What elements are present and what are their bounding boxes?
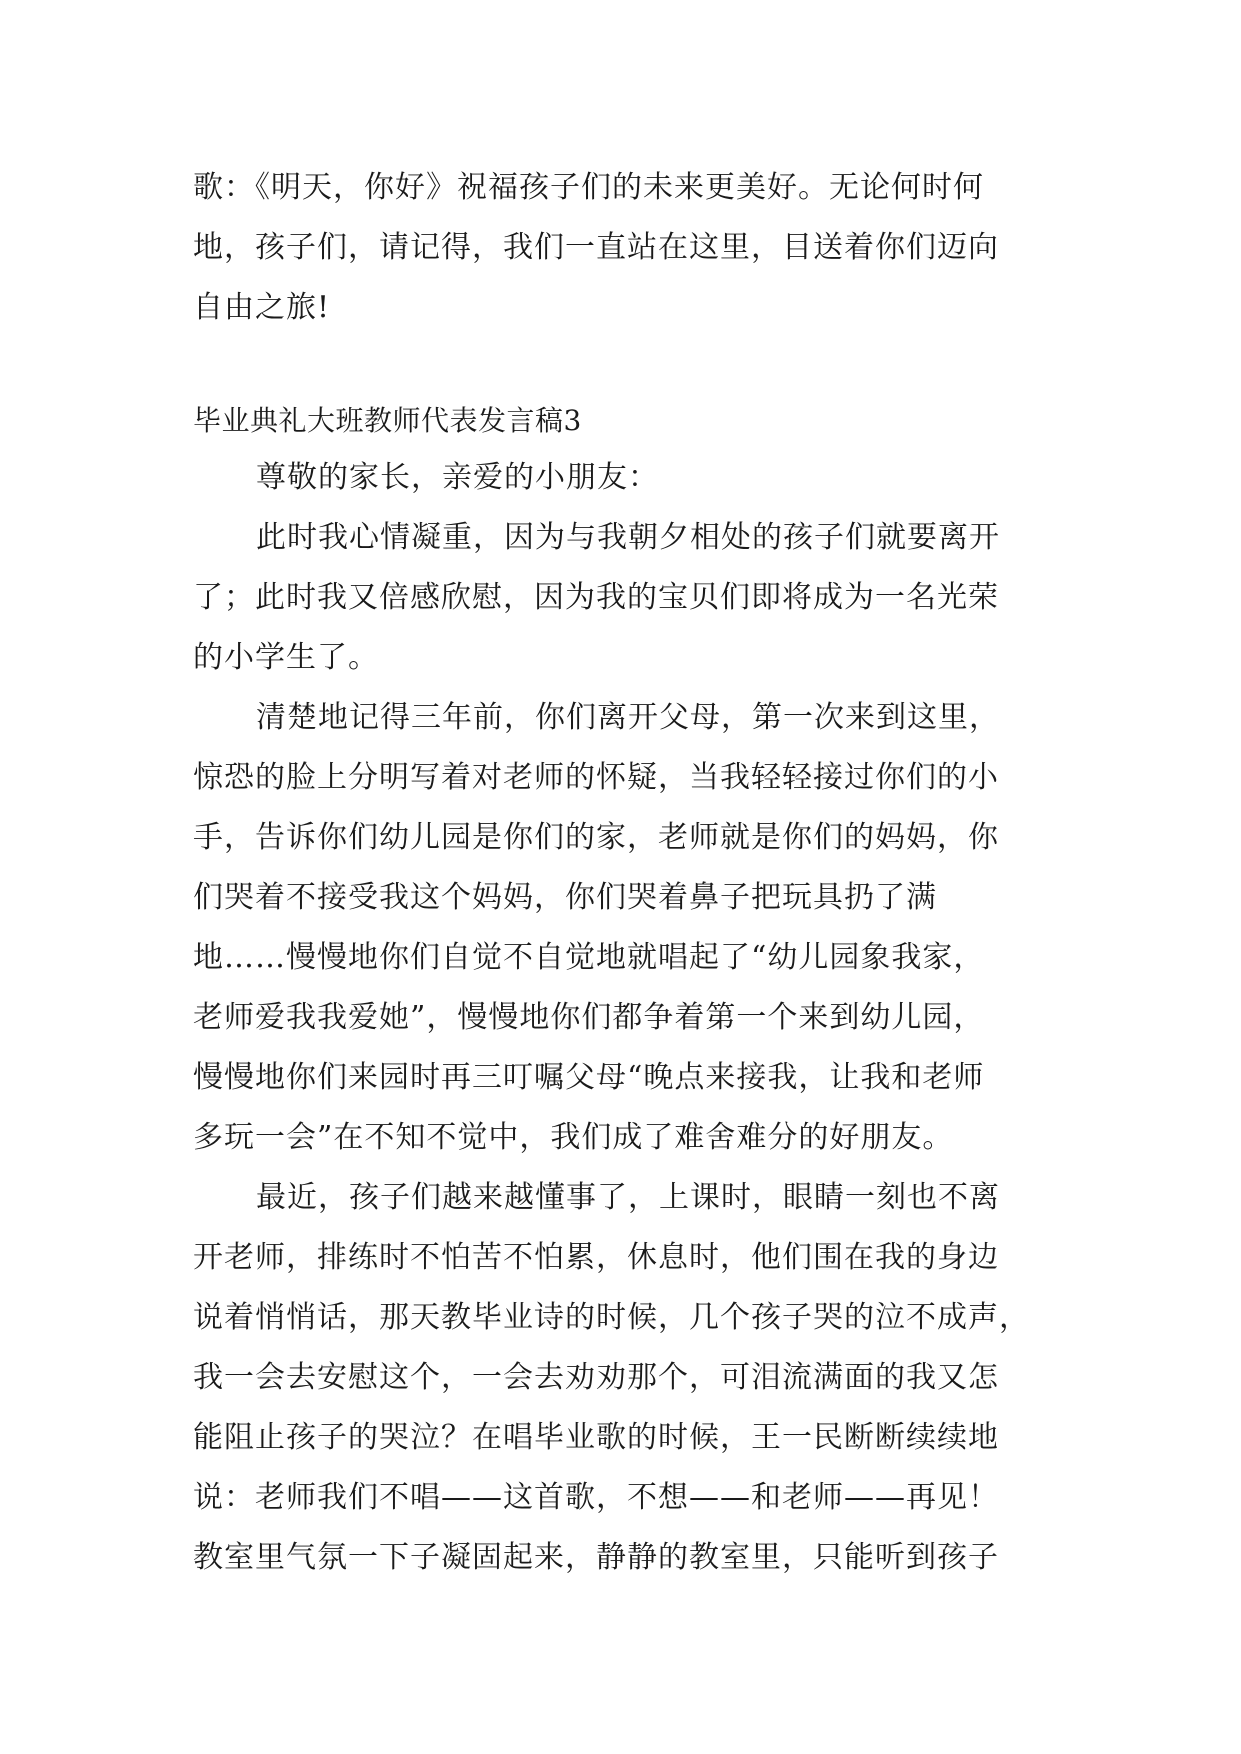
text-line: 了；此时我又倍感欣慰，因为我的宝贝们即将成为一名光荣 xyxy=(193,580,999,615)
text-line: 多玩一会”在不知不觉中，我们成了难舍难分的好朋友。 xyxy=(193,1120,954,1155)
text-line: 最近，孩子们越来越懂事了，上课时，眼睛一刻也不离 xyxy=(256,1180,1000,1215)
text-line: 老师爱我我爱她”，慢慢地你们都争着第一个来到幼儿园， xyxy=(193,1000,985,1035)
salutation: 尊敬的家长，亲爱的小朋友： xyxy=(256,460,659,495)
text-line: 说着悄悄话，那天教毕业诗的时候，几个孩子哭的泣不成声， xyxy=(193,1300,1030,1335)
text-line: 惊恐的脸上分明写着对老师的怀疑，当我轻轻接过你们的小 xyxy=(193,760,999,795)
text-line: 们哭着不接受我这个妈妈，你们哭着鼻子把玩具扔了满 xyxy=(193,880,937,915)
text-line: 我一会去安慰这个，一会去劝劝那个，可泪流满面的我又怎 xyxy=(193,1360,999,1395)
text-line: 慢慢地你们来园时再三叮嘱父母“晚点来接我，让我和老师 xyxy=(193,1060,985,1095)
text-line: 地……慢慢地你们自觉不自觉地就唱起了“幼儿园象我家， xyxy=(193,940,985,975)
text-line: 自由之旅! xyxy=(193,290,331,325)
text-line: 说：老师我们不唱——这首歌，不想——和老师——再见！ xyxy=(193,1480,999,1515)
text-line: 清楚地记得三年前，你们离开父母，第一次来到这里， xyxy=(256,700,1000,735)
text-line: 地，孩子们，请记得，我们一直站在这里，目送着你们迈向 xyxy=(193,230,999,265)
text-line: 歌：《明天，你好》祝福孩子们的未来更美好。无论何时何 xyxy=(193,170,984,205)
text-line: 此时我心情凝重，因为与我朝夕相处的孩子们就要离开 xyxy=(256,520,1000,555)
text-line: 能阻止孩子的哭泣？在唱毕业歌的时候，王一民断断续续地 xyxy=(193,1420,999,1455)
text-line: 教室里气氛一下子凝固起来，静静的教室里，只能听到孩子 xyxy=(193,1540,999,1575)
section-heading: 毕业典礼大班教师代表发言稿3 xyxy=(193,404,582,437)
text-line: 手，告诉你们幼儿园是你们的家，老师就是你们的妈妈，你 xyxy=(193,820,999,855)
text-line: 开老师，排练时不怕苦不怕累，休息时，他们围在我的身边 xyxy=(193,1240,999,1275)
text-line: 的小学生了。 xyxy=(193,640,379,675)
